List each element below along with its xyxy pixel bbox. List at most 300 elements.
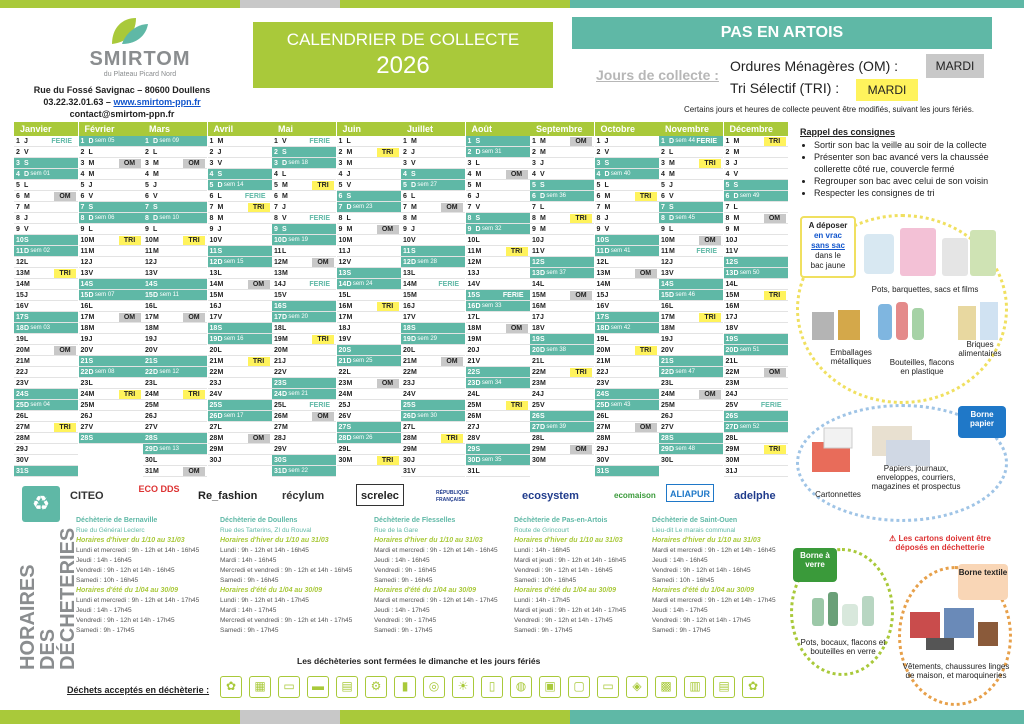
horaires-line: Mardi : 14h - 17h45 bbox=[220, 607, 277, 614]
calendar-day bbox=[401, 246, 465, 257]
day-number: 28 bbox=[661, 435, 669, 442]
weekday-letter: M bbox=[411, 138, 417, 145]
day-number: 14 bbox=[16, 281, 24, 288]
calendar-day bbox=[143, 213, 207, 224]
horaires-line: Jeudi : 14h - 16h45 bbox=[374, 557, 430, 564]
weekday-letter: S bbox=[540, 336, 545, 343]
day-number: 20 bbox=[596, 347, 605, 354]
week-number: sem 51 bbox=[739, 347, 760, 353]
calendar-day bbox=[659, 235, 723, 246]
horaires-ete-title: Horaires d'été du 1/04 au 30/09 bbox=[76, 587, 179, 594]
calendar-day bbox=[466, 147, 530, 158]
day-number: 9 bbox=[145, 226, 149, 233]
weekday-letter: V bbox=[346, 182, 352, 189]
calendar-day bbox=[337, 268, 401, 279]
weekday-letter: J bbox=[24, 369, 28, 376]
weekday-letter: J bbox=[604, 138, 609, 145]
calendar-day bbox=[143, 455, 207, 466]
week-number: sem 21 bbox=[288, 391, 308, 397]
week-number: sem 44 bbox=[675, 138, 695, 144]
calendar-day bbox=[79, 180, 143, 191]
partner-logo: RÉPUBLIQUE FRANÇAISE bbox=[436, 490, 469, 503]
calendar-day bbox=[79, 290, 143, 301]
horaires-line: Vendredi : 9h - 12h et 14h - 17h45 bbox=[76, 617, 175, 624]
day-number: 11 bbox=[80, 248, 88, 255]
weekday-letter: L bbox=[669, 149, 674, 156]
day-number: 16 bbox=[596, 303, 605, 310]
calendar-day bbox=[272, 301, 336, 312]
weekday-letter: M bbox=[282, 413, 288, 420]
calendar-day bbox=[724, 213, 788, 224]
calendar-day bbox=[724, 279, 788, 290]
calendar-day bbox=[79, 147, 143, 158]
calendar-day bbox=[79, 169, 143, 180]
weekday-letter: J bbox=[346, 325, 351, 332]
appliance-icon: ▩ bbox=[655, 676, 677, 698]
day-number: 5 bbox=[532, 182, 536, 189]
weekday-letter: S bbox=[88, 435, 94, 442]
tri-tag: TRI bbox=[506, 247, 528, 256]
weekday-letter: S bbox=[24, 160, 29, 167]
calendar-day bbox=[659, 136, 723, 147]
weekday-letter: L bbox=[411, 193, 416, 200]
day-number: 30 bbox=[467, 457, 476, 464]
calendar-day bbox=[79, 235, 143, 246]
email[interactable]: contact@smirtom-ppn.fr bbox=[69, 109, 175, 119]
calendar-day bbox=[143, 422, 207, 433]
calendar-day bbox=[143, 290, 207, 301]
calendar-day bbox=[595, 312, 659, 323]
weekday-letter: M bbox=[540, 446, 546, 453]
calendar-day bbox=[79, 389, 143, 400]
day-number: 19 bbox=[661, 336, 669, 343]
day-number: 28 bbox=[467, 435, 476, 442]
ferie-tag: FERIE bbox=[309, 215, 330, 222]
calendar-day bbox=[401, 158, 465, 169]
calendar-day bbox=[466, 433, 530, 444]
weekday-letter: M bbox=[282, 424, 288, 431]
day-number: 30 bbox=[338, 457, 347, 464]
day-number: 13 bbox=[661, 270, 669, 277]
weekday-letter: S bbox=[346, 424, 352, 431]
calendar-day bbox=[208, 301, 272, 312]
weekday-letter: D bbox=[346, 435, 352, 442]
day-number: 12 bbox=[467, 259, 476, 266]
day-number: 1 bbox=[596, 138, 601, 145]
calendar-day bbox=[143, 158, 207, 169]
partner-logo: screlec bbox=[356, 484, 404, 506]
week-number: sem 47 bbox=[675, 369, 695, 375]
weekday-letter: M bbox=[217, 292, 224, 299]
day-number: 6 bbox=[145, 193, 149, 200]
weekday-letter: L bbox=[475, 314, 480, 321]
weekday-letter: M bbox=[346, 226, 353, 233]
calendar-day bbox=[595, 158, 659, 169]
weekday-letter: S bbox=[88, 281, 94, 288]
calendar-day bbox=[659, 213, 723, 224]
day-number: 16 bbox=[209, 303, 218, 310]
decheterie-address: Rue de la Gare bbox=[374, 527, 419, 534]
day-number: 15 bbox=[16, 292, 24, 299]
calendar-day bbox=[208, 268, 272, 279]
weekday-letter: D bbox=[217, 259, 223, 266]
weekday-letter: S bbox=[411, 171, 416, 178]
wood-icon: ▤ bbox=[336, 676, 358, 698]
day-number: 31 bbox=[403, 468, 411, 475]
bottle-icon: ▯ bbox=[481, 676, 503, 698]
day-number: 8 bbox=[403, 215, 407, 222]
day-number: 31 bbox=[725, 468, 734, 475]
calendar-day bbox=[14, 466, 78, 477]
day-number: 18 bbox=[467, 325, 476, 332]
calendar-day bbox=[401, 323, 465, 334]
week-number: sem 19 bbox=[288, 237, 308, 243]
calendar-day bbox=[659, 345, 723, 356]
calendar-day bbox=[724, 246, 788, 257]
day-number: 2 bbox=[274, 149, 278, 156]
day-number: 22 bbox=[403, 369, 411, 376]
calendar-day bbox=[14, 279, 78, 290]
day-number: 8 bbox=[467, 215, 472, 222]
calendar-day bbox=[659, 411, 723, 422]
horaires-ete-title: Horaires d'été du 1/04 au 30/09 bbox=[652, 587, 755, 594]
day-number: 8 bbox=[274, 215, 278, 222]
weekday-letter: J bbox=[88, 259, 93, 266]
day-number: 30 bbox=[532, 457, 540, 464]
weekday-letter: J bbox=[540, 237, 544, 244]
day-number: 13 bbox=[338, 270, 347, 277]
om-tag: OM bbox=[183, 313, 205, 322]
day-number: 14 bbox=[209, 281, 218, 288]
day-number: 28 bbox=[209, 435, 218, 442]
tri-tag: TRI bbox=[377, 148, 399, 157]
day-number: 15 bbox=[596, 292, 605, 299]
day-number: 19 bbox=[80, 336, 89, 343]
month-header: Juillet bbox=[401, 122, 465, 136]
textile-text: Vêtements, chaussures linges de maison, et maroquineries bbox=[902, 662, 1010, 680]
smirtom-leaf-icon bbox=[106, 14, 152, 48]
calendar-day bbox=[208, 257, 272, 268]
weekday-letter: J bbox=[153, 182, 157, 189]
day-number: 23 bbox=[403, 380, 411, 387]
tri-bouteilles: Bouteilles, flacons en plastique bbox=[889, 358, 955, 376]
weekday-letter: M bbox=[604, 347, 611, 354]
day-number: 19 bbox=[403, 336, 411, 343]
website-link[interactable]: www.smirtom-ppn.fr bbox=[113, 97, 201, 107]
om-tag: OM bbox=[248, 280, 270, 289]
weekday-letter: V bbox=[669, 424, 674, 431]
calendar-day bbox=[466, 367, 530, 378]
day-number: 22 bbox=[16, 369, 24, 376]
day-number: 27 bbox=[274, 424, 282, 431]
day-number: 15 bbox=[725, 292, 734, 299]
day-number: 18 bbox=[274, 325, 282, 332]
weekday-letter: D bbox=[540, 347, 546, 354]
weekday-letter: V bbox=[604, 457, 610, 464]
horaires-line: Lundi : 9h - 12h et 14h - 16h45 bbox=[220, 547, 309, 554]
horaires-line: Lundi et mercredi : 9h - 12h et 14h - 16h45 bbox=[76, 547, 200, 554]
calendar-day bbox=[595, 290, 659, 301]
weekday-letter: V bbox=[88, 270, 94, 277]
weekday-letter: M bbox=[153, 237, 159, 244]
calendar-day bbox=[724, 202, 788, 213]
day-number: 19 bbox=[274, 336, 282, 343]
day-number: 11 bbox=[467, 248, 475, 255]
day-number: 28 bbox=[274, 435, 282, 442]
day-number: 8 bbox=[661, 215, 665, 222]
day-number: 2 bbox=[338, 149, 343, 156]
calendar-day bbox=[337, 411, 401, 422]
rappel-list bbox=[800, 139, 1015, 199]
weekday-letter: S bbox=[282, 303, 287, 310]
calendar-day bbox=[272, 246, 336, 257]
weekday-letter: V bbox=[540, 325, 545, 332]
weekday-letter: S bbox=[669, 204, 674, 211]
weekday-letter: V bbox=[669, 270, 674, 277]
weekday-letter: M bbox=[217, 435, 224, 442]
calendar-day bbox=[14, 378, 78, 389]
calendar-day bbox=[466, 158, 530, 169]
day-number: 24 bbox=[145, 391, 153, 398]
day-number: 21 bbox=[661, 358, 669, 365]
phone: 03.22.32.01.63 – bbox=[43, 97, 114, 107]
om-tag: OM bbox=[441, 357, 463, 366]
calendar-day bbox=[724, 312, 788, 323]
day-number: 23 bbox=[338, 380, 347, 387]
day-number: 18 bbox=[145, 325, 153, 332]
calendar-day bbox=[14, 323, 78, 334]
weekday-letter: V bbox=[346, 413, 352, 420]
calendar-day bbox=[79, 422, 143, 433]
calendar-day bbox=[143, 312, 207, 323]
tri-tag: TRI bbox=[119, 236, 141, 245]
calendar-day bbox=[272, 356, 336, 367]
weekday-letter: J bbox=[733, 237, 738, 244]
weekday-letter: S bbox=[346, 270, 352, 277]
horaires-line: Jeudi : 14h - 17h45 bbox=[76, 607, 132, 614]
om-tag: OM bbox=[570, 137, 592, 146]
day-number: 28 bbox=[725, 435, 734, 442]
weekday-letter: S bbox=[475, 215, 481, 222]
weekday-letter: S bbox=[475, 292, 481, 299]
calendar-day bbox=[595, 345, 659, 356]
week-number: sem 26 bbox=[352, 435, 373, 441]
weekday-letter: D bbox=[217, 336, 223, 343]
day-number: 13 bbox=[80, 270, 89, 277]
weekday-letter: D bbox=[88, 369, 94, 376]
weekday-letter: D bbox=[346, 358, 352, 365]
weekday-letter: M bbox=[411, 215, 417, 222]
weekday-letter: M bbox=[153, 402, 159, 409]
calendar-day bbox=[659, 257, 723, 268]
weekday-letter: M bbox=[88, 402, 95, 409]
om-tag: OM bbox=[377, 225, 399, 234]
calendar-day bbox=[143, 180, 207, 191]
weekday-letter: D bbox=[282, 160, 288, 167]
weekday-letter: D bbox=[733, 193, 739, 200]
weekday-letter: D bbox=[733, 424, 739, 431]
weekday-letter: J bbox=[604, 446, 609, 453]
weekday-letter: V bbox=[217, 314, 223, 321]
calendar-day bbox=[79, 268, 143, 279]
day-number: 27 bbox=[467, 424, 476, 431]
day-number: 22 bbox=[209, 369, 218, 376]
om-tag: OM bbox=[183, 159, 205, 168]
calendar-day bbox=[79, 301, 143, 312]
weekday-letter: S bbox=[475, 369, 481, 376]
om-tag: OM bbox=[54, 192, 76, 201]
day-number: 8 bbox=[209, 215, 214, 222]
week-number: sem 38 bbox=[546, 347, 566, 353]
calendar-day bbox=[595, 455, 659, 466]
weekday-letter: D bbox=[24, 171, 30, 178]
calendar-day bbox=[208, 422, 272, 433]
day-number: 7 bbox=[16, 204, 20, 211]
weekday-letter: D bbox=[411, 336, 417, 343]
calendar-day bbox=[659, 246, 723, 257]
day-number: 12 bbox=[403, 259, 411, 266]
week-number: sem 41 bbox=[610, 248, 631, 254]
om-tag: OM bbox=[699, 390, 721, 399]
calendar-day bbox=[595, 466, 659, 477]
day-number: 9 bbox=[80, 226, 85, 233]
day-number: 1 bbox=[16, 138, 20, 145]
calendar-day bbox=[143, 378, 207, 389]
weekday-letter: S bbox=[604, 314, 610, 321]
horaires-line: Mardi et mercredi : 9h - 12h et 14h - 17h45 bbox=[374, 597, 498, 604]
calendar-day bbox=[14, 169, 78, 180]
weekday-letter: M bbox=[88, 391, 95, 398]
day-number: 17 bbox=[596, 314, 605, 321]
week-number: sem 13 bbox=[159, 446, 179, 452]
day-number: 24 bbox=[532, 391, 540, 398]
calendar-day bbox=[208, 345, 272, 356]
day-number: 9 bbox=[16, 226, 20, 233]
day-number: 24 bbox=[274, 391, 282, 398]
textile-callout bbox=[958, 564, 1008, 600]
day-number: 2 bbox=[596, 149, 601, 156]
calendar-day bbox=[79, 312, 143, 323]
weekday-letter: L bbox=[153, 457, 158, 464]
calendar-day bbox=[595, 268, 659, 279]
day-number: 20 bbox=[403, 347, 411, 354]
calendar-day bbox=[530, 356, 594, 367]
weekday-letter: S bbox=[153, 358, 158, 365]
calendar-day bbox=[530, 257, 594, 268]
weekday-letter: M bbox=[540, 380, 546, 387]
day-number: 2 bbox=[661, 149, 665, 156]
calendar-day bbox=[208, 158, 272, 169]
om-tag: OM bbox=[119, 313, 141, 322]
calendar-day bbox=[466, 257, 530, 268]
calendar-day bbox=[337, 422, 401, 433]
weekday-letter: V bbox=[733, 248, 739, 255]
calendar-day bbox=[14, 455, 78, 466]
partner-logo: ECO DDS bbox=[138, 484, 180, 494]
week-number: sem 35 bbox=[481, 457, 502, 463]
calendar-day bbox=[530, 455, 594, 466]
calendar-day bbox=[595, 136, 659, 147]
day-number: 13 bbox=[596, 270, 605, 277]
weekday-letter: L bbox=[217, 193, 222, 200]
day-number: 21 bbox=[209, 358, 218, 365]
day-number: 11 bbox=[661, 248, 669, 255]
cardboard-icon: ▢ bbox=[568, 676, 590, 698]
calendar-day bbox=[659, 147, 723, 158]
weekday-letter: S bbox=[153, 204, 158, 211]
weekday-letter: V bbox=[604, 149, 610, 156]
ferie-tag: FERIE bbox=[760, 402, 782, 409]
day-number: 6 bbox=[725, 193, 730, 200]
partner-logo: ALIAPUR bbox=[666, 484, 714, 502]
calendar-day bbox=[337, 202, 401, 213]
weekday-letter: D bbox=[475, 380, 481, 387]
weekday-letter: D bbox=[88, 138, 94, 145]
horaires-line: Samedi : 9h - 17h45 bbox=[514, 627, 573, 634]
weekday-letter: M bbox=[346, 237, 353, 244]
month-header: Janvier bbox=[14, 122, 78, 136]
weekday-letter: J bbox=[217, 303, 222, 310]
decheterie-name: Déchèterie de Flesselles bbox=[374, 517, 456, 524]
day-number: 29 bbox=[16, 446, 24, 453]
day-number: 8 bbox=[338, 215, 343, 222]
calendar-day bbox=[724, 422, 788, 433]
day-number: 8 bbox=[16, 215, 20, 222]
weekday-letter: M bbox=[411, 369, 417, 376]
day-number: 3 bbox=[274, 160, 278, 167]
weekday-letter: M bbox=[282, 259, 288, 266]
calendar-day bbox=[337, 345, 401, 356]
calendar-day bbox=[401, 334, 465, 345]
day-number: 10 bbox=[80, 237, 89, 244]
tri-tag: TRI bbox=[506, 401, 528, 410]
weekday-letter: L bbox=[282, 171, 287, 178]
calendar-day bbox=[272, 334, 336, 345]
weekday-letter: M bbox=[88, 237, 95, 244]
week-number: sem 20 bbox=[288, 314, 308, 320]
calendar-day bbox=[337, 389, 401, 400]
weekday-letter: M bbox=[217, 369, 224, 376]
day-number: 23 bbox=[16, 380, 24, 387]
calendar-day bbox=[401, 345, 465, 356]
calendar-day bbox=[272, 367, 336, 378]
calendar-day bbox=[724, 268, 788, 279]
weekday-letter: M bbox=[153, 248, 159, 255]
calendar-day bbox=[466, 323, 530, 334]
calendar-day bbox=[208, 147, 272, 158]
calendar-day bbox=[14, 224, 78, 235]
calendar-day bbox=[530, 345, 594, 356]
rappel-title: Rappel des consignes bbox=[800, 127, 896, 137]
weekday-letter: S bbox=[217, 402, 223, 409]
month-column bbox=[401, 122, 465, 477]
weekday-letter: S bbox=[733, 336, 739, 343]
ferie-tag: FERIE bbox=[309, 402, 330, 409]
weekday-letter: D bbox=[88, 292, 94, 299]
day-number: 16 bbox=[532, 303, 540, 310]
day-number: 26 bbox=[661, 413, 669, 420]
weekday-letter: J bbox=[217, 149, 222, 156]
day-number: 24 bbox=[403, 391, 411, 398]
day-number: 14 bbox=[403, 281, 411, 288]
om-tag: OM bbox=[764, 214, 786, 223]
calendar-day bbox=[272, 136, 336, 147]
day-number: 26 bbox=[403, 413, 411, 420]
weekday-letter: M bbox=[24, 435, 30, 442]
day-number: 4 bbox=[274, 171, 278, 178]
weekday-letter: M bbox=[88, 171, 95, 178]
weekday-letter: J bbox=[346, 171, 351, 178]
